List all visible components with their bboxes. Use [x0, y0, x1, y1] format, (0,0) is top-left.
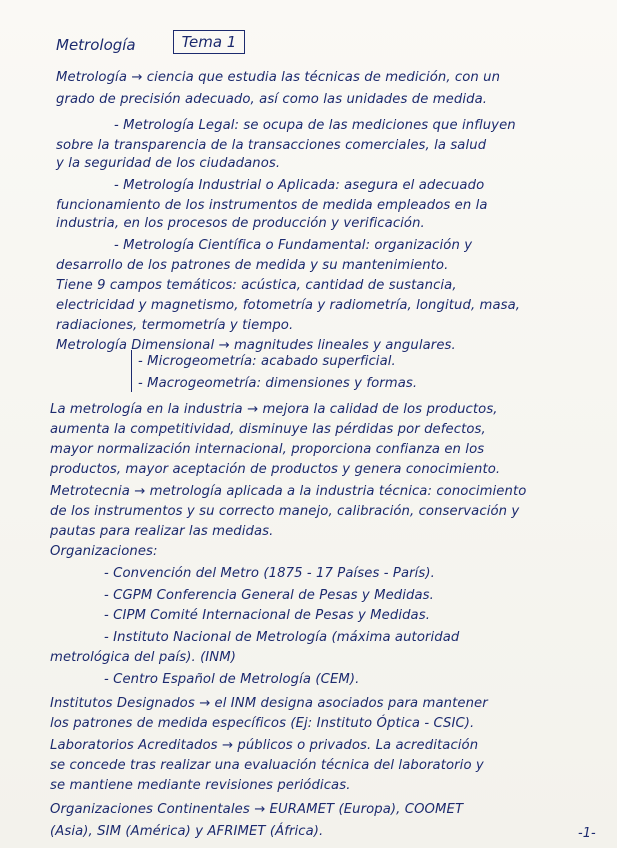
- text-line: (Asia), SIM (América) y AFRIMET (África).: [50, 824, 324, 839]
- text-line: y la seguridad de los ciudadanos.: [56, 156, 281, 171]
- text-line: Metrología → ciencia que estudia las técnicas de medición, con un: [56, 70, 501, 85]
- text-line: - Centro Español de Metrología (CEM).: [104, 672, 360, 687]
- text-line: Tiene 9 campos temáticos: acústica, cantidad de sustancia,: [56, 278, 457, 293]
- text-line: mayor normalización internacional, proporciona confianza en los: [50, 442, 485, 457]
- text-line: - Metrología Legal: se ocupa de las mediciones que influyen: [114, 118, 516, 133]
- text-line: La metrología en la industria → mejora la calidad de los productos,: [50, 402, 498, 417]
- text-line: Laboratorios Acreditados → públicos o privados. La acreditación: [50, 738, 479, 753]
- text-line: aumenta la competitividad, disminuye las pérdidas por defectos,: [50, 422, 486, 437]
- text-line: productos, mayor aceptación de productos y genera conocimiento.: [50, 462, 501, 477]
- text-line: - Instituto Nacional de Metrología (máxima autoridad: [104, 630, 460, 645]
- text-line: electricidad y magnetismo, fotometría y radiometría, longitud, masa,: [56, 298, 521, 313]
- tema-box: Tema 1: [173, 30, 245, 54]
- text-line: desarrollo de los patrones de medida y su mantenimiento.: [56, 258, 449, 273]
- page-title: Metrología: [56, 36, 136, 54]
- text-line: Metrología Dimensional → magnitudes lineales y angulares.: [56, 338, 456, 353]
- text-line: los patrones de medida específicos (Ej: Instituto Óptica - CSIC).: [50, 716, 475, 731]
- text-line: - Microgeometría: acabado superficial.: [138, 354, 396, 369]
- text-line: pautas para realizar las medidas.: [50, 524, 274, 539]
- text-line: - Macrogeometría: dimensiones y formas.: [138, 376, 418, 391]
- text-line: Organizaciones:: [50, 544, 158, 559]
- text-line: sobre la transparencia de la transacciones comerciales, la salud: [56, 138, 487, 153]
- text-line: se concede tras realizar una evaluación técnica del laboratorio y: [50, 758, 484, 773]
- text-line: metrológica del país). (INM): [50, 650, 236, 665]
- bracket-line: [131, 350, 134, 392]
- text-line: se mantiene mediante revisiones periódicas.: [50, 778, 351, 793]
- text-line: - Convención del Metro (1875 - 17 Países - París).: [104, 566, 435, 581]
- text-line: Metrotecnia → metrología aplicada a la industria técnica: conocimiento: [50, 484, 527, 499]
- text-line: Organizaciones Continentales → EURAMET (Europa), COOMET: [50, 802, 464, 817]
- text-line: funcionamiento de los instrumentos de medida empleados en la: [56, 198, 488, 213]
- text-line: de los instrumentos y su correcto manejo, calibración, conservación y: [50, 504, 520, 519]
- text-line: - CIPM Comité Internacional de Pesas y Medidas.: [104, 608, 430, 623]
- text-line: - Metrología Científica o Fundamental: organización y: [114, 238, 473, 253]
- text-line: industria, en los procesos de producción y verificación.: [56, 216, 425, 231]
- text-line: Institutos Designados → el INM designa asociados para mantener: [50, 696, 488, 711]
- text-line: - Metrología Industrial o Aplicada: asegura el adecuado: [114, 178, 485, 193]
- text-line: grado de precisión adecuado, así como las unidades de medida.: [56, 92, 488, 107]
- text-line: radiaciones, termometría y tiempo.: [56, 318, 294, 333]
- page-number: -1-: [578, 826, 596, 841]
- text-line: - CGPM Conferencia General de Pesas y Medidas.: [104, 588, 434, 603]
